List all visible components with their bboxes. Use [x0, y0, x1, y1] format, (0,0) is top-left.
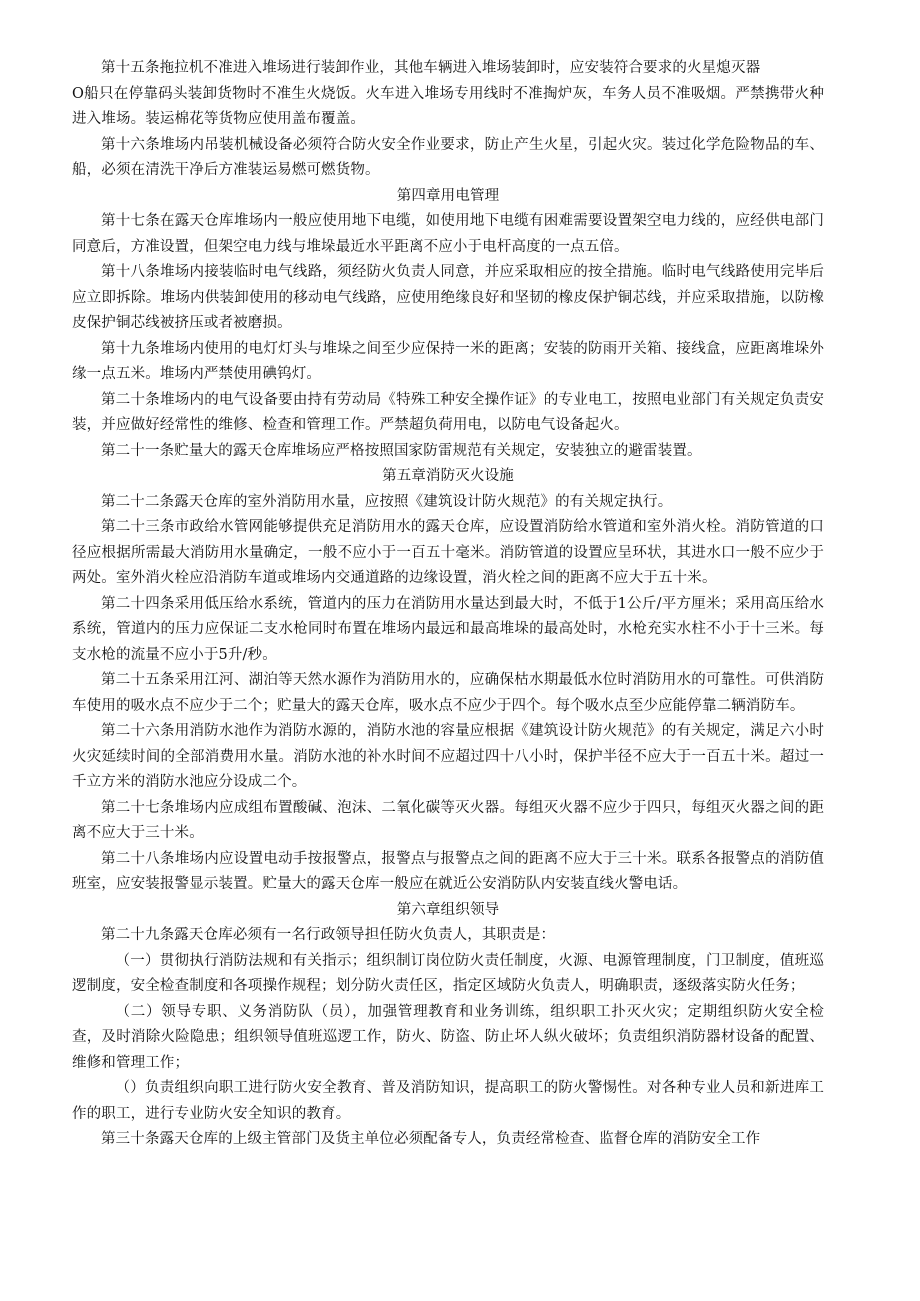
article-paragraph: 第二十二条露天仓库的室外消防用水量，应按照《建筑设计防火规范》的有关规定执行。 — [101, 493, 673, 510]
article-paragraph: 第十五条拖拉机不准进入堆场进行装卸作业，其他车辆进入堆场装卸时，应安装符合要求的火星熄灭器 — [101, 60, 761, 76]
chapter-heading: 第四章用电管理 — [396, 187, 500, 204]
article-paragraph: 第二十六条用消防水池作为消防水源的，消防水池的容量应根据《建筑设计防火规范》的有关规定，满足六小时火灾延续时间的全部消费用水量。消防水池的补水时间不应超过四十八小时，保护半径不应大于一百五十米。超过一千立方米的消防水池应分设成二个。 — [72, 723, 824, 790]
article-paragraph: （）负责组织向职工进行防火安全教育、普及消防知识，提高职工的防火警惕性。对各种专业人员和新进库工作的职工，进行专业防火安全知识的教育。 — [72, 1080, 824, 1122]
article-paragraph: 第二十九条露天仓库必须有一名行政领导担任防火负责人，其职责是： — [101, 927, 556, 943]
chapter-heading: 第五章消防灭火设施 — [382, 468, 514, 484]
article-paragraph: 第二十五条采用江河、湖泊等天然水源作为消防用水的，应确保枯水期最低水位时消防用水的可靠性。可供消防车使用的吸水点不应少于二个；贮量大的露天仓库，吸水点不应少于四个。每个吸水点至少应能停靠二辆消防车。 — [72, 672, 824, 714]
article-paragraph: 第二十八条堆场内应设置电动手按报警点，报警点与报警点之间的距离不应大于三十米。联系各报警点的消防值班室，应安装报警显示装置。贮量大的露天仓库一般应在就近公安消防队内安装直线火警电话。 — [72, 850, 824, 892]
article-paragraph: O船只在停靠码头装卸货物时不准生火烧饭。火车进入堆场专用线时不准掏炉灰，车务人员不准吸烟。严禁携带火种进入堆场。装运棉花等货物应使用盖布覆盖。 — [72, 85, 824, 127]
article-paragraph: 第二十一条贮量大的露天仓库堆场应严格按照国家防雷规范有关规定，安装独立的避雷装置。 — [101, 442, 702, 459]
article-paragraph: 第三十条露天仓库的上级主管部门及货主单位必须配备专人，负责经常检查、监督仓库的消防安全工作 — [101, 1131, 761, 1147]
article-paragraph: 第十七条在露天仓库堆场内一般应使用地下电缆，如使用地下电缆有困难需要设置架空电力线的，应经供电部门同意后，方准设置，但架空电力线与堆垛最近水平距离不应小于电杆高度的一点五倍。 — [72, 213, 824, 255]
article-paragraph: 第二十四条采用低压给水系统，管道内的压力在消防用水量达到最大时，不低于1公斤/平方厘米；采用高压给水系统，管道内的压力应保证二支水枪同时布置在堆场内最远和最高堆垛的最高处时，水枪充实水柱不小于十三米。每支水枪的流量不应小于5升/秒。 — [72, 595, 824, 663]
article-paragraph: （二）领导专职、义务消防队（员），加强管理教育和业务训练，组织职工扑灭火灾；定期组织防火安全检查，及时消除火险隐患；组织领导值班巡逻工作，防火、防盗、防止坏人纵火破坏；负责组织消防器材设备的配置、维修和管理工作； — [72, 1003, 824, 1071]
document-body — [72, 56, 824, 1153]
article-paragraph: 第二十条堆场内的电气设备要由持有劳动局《特殊工种安全操作证》的专业电工，按照电业部门有关规定负责安装，并应做好经常性的维修、检查和管理工作。严禁超负荷用电，以防电气设备起火。 — [72, 391, 824, 433]
chapter-heading: 第六章组织领导 — [396, 901, 500, 918]
article-paragraph: 第二十三条市政给水管网能够提供充足消防用水的露天仓库，应设置消防给水管道和室外消火栓。消防管道的口径应根据所需最大消防用水量确定，一般不应小于一百五十毫米。消防管道的设置应呈环状，其进水口一般不应少于两处。室外消火栓应沿消防车道或堆场内交通道路的边缘设置，消火栓之间的距离不应大于五十米。 — [72, 519, 824, 586]
article-paragraph: 第十八条堆场内接装临时电气线路，须经防火负责人同意，并应采取相应的按全措施。临时电气线路使用完毕后应立即拆除。堆场内供装卸使用的移动电气线路，应使用绝缘良好和坚韧的橡皮保护铜芯线，并应采取措施，以防橡皮保护铜芯线被挤压或者被磨损。 — [72, 264, 824, 331]
article-paragraph: 第十六条堆场内吊装机械设备必须符合防火安全作业要求，防止产生火星，引起火灾。装过化学危险物品的车、船，必须在清洗干净后方准装运易燃可燃货物。 — [72, 136, 824, 178]
article-paragraph: 第二十七条堆场内应成组布置酸碱、泡沫、二氧化碳等灭火器。每组灭火器不应少于四只，每组灭火器之间的距离不应大于三十米。 — [72, 799, 824, 841]
article-paragraph: （一）贯彻执行消防法规和有关指示；组织制订岗位防火责任制度，火源、电源管理制度，门卫制度，值班巡逻制度，安全检查制度和各项操作规程；划分防火责任区，指定区域防火负责人，明确职责，逐级落实防火任务； — [72, 952, 824, 994]
article-paragraph: 第十九条堆场内使用的电灯灯头与堆垛之间至少应保持一米的距离；安装的防雨开关箱、接线盒，应距离堆垛外缘一点五米。堆场内严禁使用碘钨灯。 — [72, 340, 824, 382]
